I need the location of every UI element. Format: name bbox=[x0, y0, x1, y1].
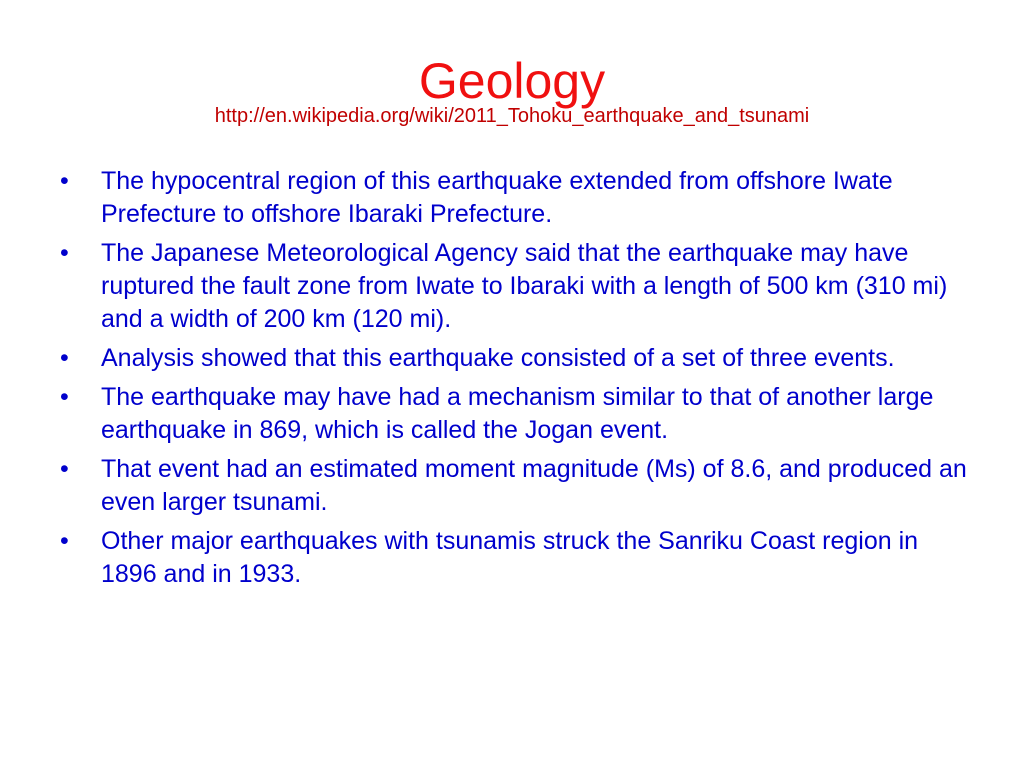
bullet-item bbox=[60, 342, 980, 375]
bullet-icon: • bbox=[60, 344, 69, 372]
bullet-icon: • bbox=[60, 527, 69, 555]
bullet-item bbox=[60, 237, 980, 336]
bullet-text: The Japanese Meteorological Agency said that the earthquake may have ruptured the fault zone from Iwate to Ibaraki with a length of 500 km (310 mi) and a width of 200 km (120 mi). bbox=[101, 239, 948, 333]
bullet-icon: • bbox=[60, 167, 69, 195]
bullet-item bbox=[60, 381, 980, 447]
bullet-item bbox=[60, 165, 980, 231]
source-url: http://en.wikipedia.org/wiki/2011_Tohoku_earthquake_and_tsunami bbox=[214, 105, 810, 127]
bullet-item bbox=[60, 525, 980, 591]
bullet-icon: • bbox=[60, 239, 69, 267]
bullet-text: Other major earthquakes with tsunamis struck the Sanriku Coast region in 1896 and in 1933. bbox=[101, 527, 919, 588]
bullet-text: That event had an estimated moment magnitude (Ms) of 8.6, and produced an even larger tsunami. bbox=[101, 455, 967, 516]
bullet-text: The hypocentral region of this earthquake extended from offshore Iwate Prefecture to offshore Ibaraki Prefecture. bbox=[101, 167, 893, 228]
bullet-icon: • bbox=[60, 383, 69, 411]
bullet-list bbox=[60, 165, 980, 597]
bullet-text: Analysis showed that this earthquake consisted of a set of three events. bbox=[101, 344, 895, 372]
bullet-text: The earthquake may have had a mechanism similar to that of another large earthquake in 869, which is called the Jogan event. bbox=[101, 383, 934, 444]
bullet-icon: • bbox=[60, 455, 69, 483]
bullet-item bbox=[60, 453, 980, 519]
title-block bbox=[0, 52, 1024, 128]
slide-title: Geology bbox=[418, 53, 606, 109]
